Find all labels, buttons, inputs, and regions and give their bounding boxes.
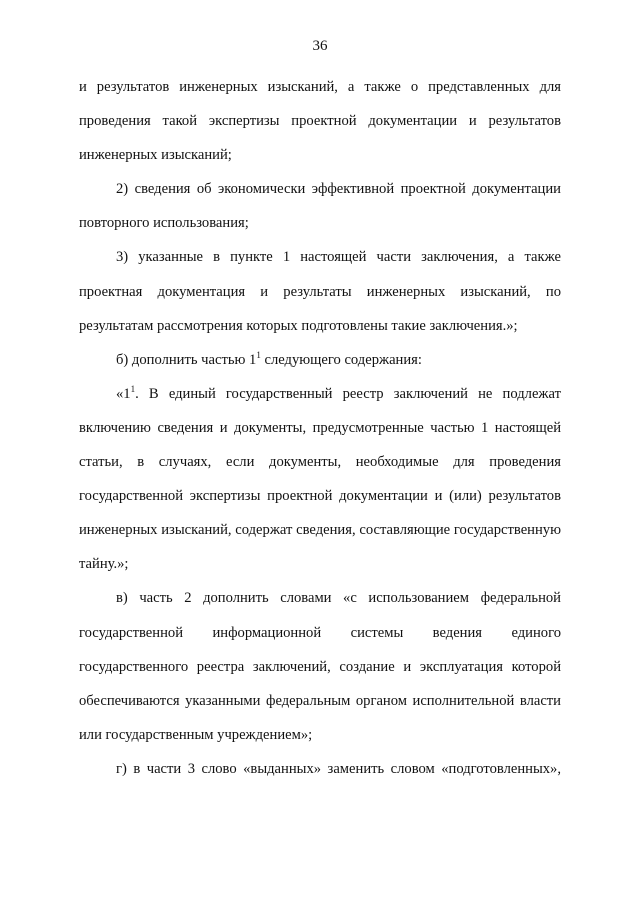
- paragraph-item-g: г) в части 3 слово «выданных» заменить словом «подготовленных»,: [116, 760, 561, 777]
- paragraph-item-b-text-end: следующего содержания:: [260, 351, 422, 368]
- document-body: [79, 70, 561, 786]
- paragraph-item-v: в) часть 2 дополнить словами «с использованием федеральной государственной информационной системы ведения единого государственного реестра заключений, создание и эксплуатация которой обеспечиваются указанными федеральным органом исполнительной власти или государственным учреждением»;: [79, 590, 561, 743]
- superscript: 1: [130, 383, 136, 394]
- paragraph-continuation: и результатов инженерных изысканий, а также о представленных для проведения такой экспертизы проектной документации и результатов инженерных изысканий;: [79, 79, 561, 164]
- paragraph-part-1-1: [79, 377, 561, 582]
- paragraph-item-b: [79, 343, 561, 377]
- paragraph-item-2: 2) сведения об экономически эффективной проектной документации повторного использования;: [79, 181, 561, 232]
- paragraph-item-b-text: б) дополнить частью 1: [116, 351, 257, 368]
- paragraph-part-1-1-start: «1: [116, 385, 131, 402]
- paragraph-part-1-1-text: . В единый государственный реестр заключений не подлежат включению сведения и документы, предусмотренные частью 1 настоящей статьи, в случаях, если документы, необходимые для проведения государственной экспертизы проектной документации и (или) результатов инженерных изысканий, содержат сведения, составляющие государственную тайну.»;: [79, 385, 561, 573]
- superscript: 1: [256, 349, 261, 360]
- page-number: 36: [312, 38, 328, 54]
- paragraph-item-3: 3) указанные в пункте 1 настоящей части заключения, а также проектная документация и результаты инженерных изысканий, по результатам рассмотрения которых подготовлены такие заключения.»;: [79, 249, 561, 334]
